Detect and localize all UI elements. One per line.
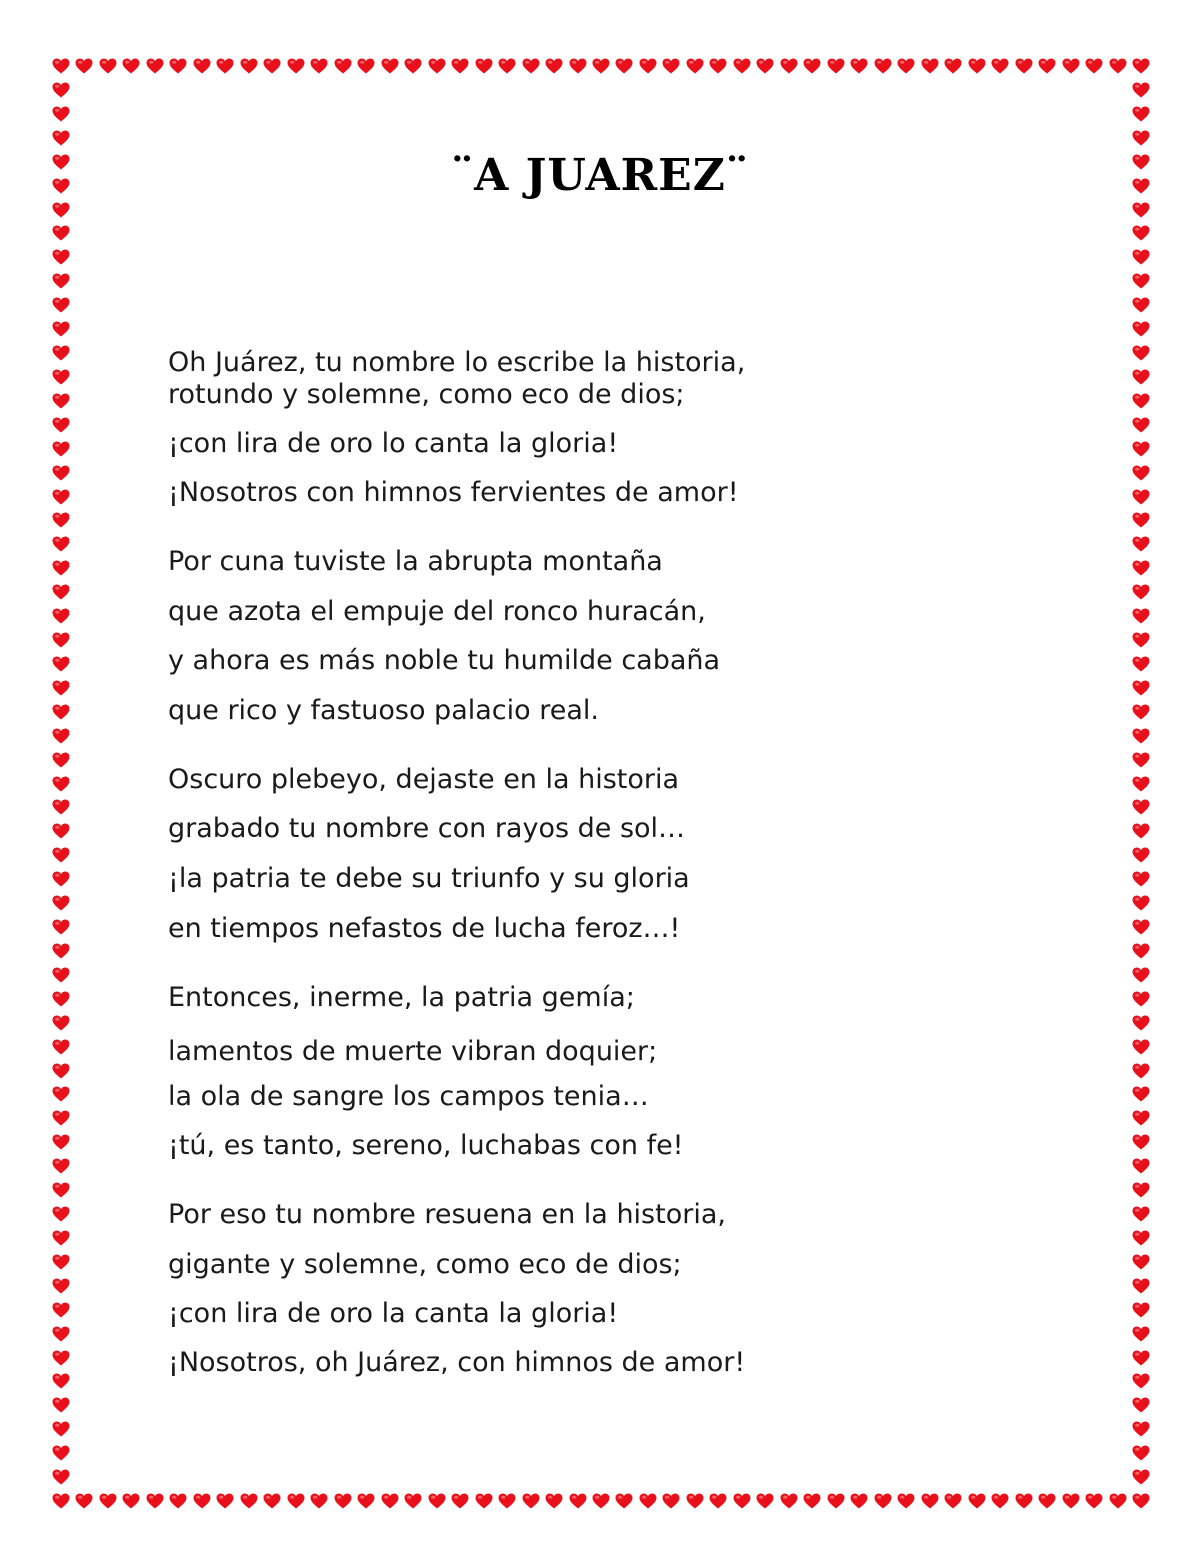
poem-line: y ahora es más noble tu humilde cabaña: [168, 645, 721, 676]
heart-icon: [263, 58, 281, 74]
heart-icon: [1132, 1086, 1150, 1102]
heart-icon: [52, 704, 70, 720]
heart-icon: [1132, 1039, 1150, 1055]
heart-icon: [944, 1493, 962, 1509]
heart-icon: [1085, 58, 1103, 74]
poem-line: que azota el empuje del ronco huracán,: [168, 596, 706, 627]
heart-icon: [428, 58, 446, 74]
heart-icon: [169, 1493, 187, 1509]
heart-icon: [52, 943, 70, 959]
heart-icon: [310, 58, 328, 74]
heart-icon: [52, 1158, 70, 1174]
heart-icon: [1015, 58, 1033, 74]
heart-icon: [52, 465, 70, 481]
heart-icon: [1132, 345, 1150, 361]
heart-icon: [75, 1493, 93, 1509]
heart-icon: [52, 1469, 70, 1485]
heart-icon: [52, 919, 70, 935]
heart-icon: [1038, 58, 1056, 74]
heart-icon: [52, 1493, 70, 1509]
heart-icon: [1132, 225, 1150, 241]
heart-icon: [1062, 58, 1080, 74]
heart-icon: [52, 1278, 70, 1294]
heart-icon: [52, 1086, 70, 1102]
heart-icon: [75, 58, 93, 74]
heart-icon: [193, 58, 211, 74]
heart-icon: [968, 58, 986, 74]
heart-icon: [1132, 297, 1150, 313]
heart-icon: [52, 895, 70, 911]
heart-icon: [686, 58, 704, 74]
heart-icon: [780, 1493, 798, 1509]
heart-icon: [52, 82, 70, 98]
heart-icon: [52, 536, 70, 552]
heart-icon: [1132, 536, 1150, 552]
heart-icon: [52, 632, 70, 648]
poem-line: gigante y solemne, como eco de dios;: [168, 1249, 682, 1280]
heart-icon: [52, 991, 70, 1007]
heart-icon: [545, 1493, 563, 1509]
heart-icon: [1132, 1134, 1150, 1150]
heart-icon: [615, 1493, 633, 1509]
heart-icon: [1132, 752, 1150, 768]
heart-icon: [944, 58, 962, 74]
poem-line: Oscuro plebeyo, dejaste en la historia: [168, 764, 680, 795]
heart-icon: [615, 58, 633, 74]
heart-icon: [1132, 656, 1150, 672]
heart-icon: [216, 1493, 234, 1509]
heart-icon: [780, 58, 798, 74]
heart-icon: [52, 656, 70, 672]
heart-icon: [1132, 489, 1150, 505]
poem-line: ¡Nosotros con himnos fervientes de amor!: [168, 477, 739, 508]
heart-icon: [639, 1493, 657, 1509]
poem-line: lamentos de muerte vibran doquier;: [168, 1036, 658, 1067]
heart-icon: [1132, 1254, 1150, 1270]
heart-icon: [1132, 1063, 1150, 1079]
poem-line: que rico y fastuoso palacio real.: [168, 695, 599, 726]
heart-icon: [310, 1493, 328, 1509]
heart-icon: [1132, 680, 1150, 696]
heart-icon: [52, 1015, 70, 1031]
heart-icon: [522, 58, 540, 74]
heart-icon: [827, 1493, 845, 1509]
heart-icon: [475, 58, 493, 74]
heart-icon: [1132, 249, 1150, 265]
heart-icon: [52, 1445, 70, 1461]
heart-icon: [545, 58, 563, 74]
heart-icon: [1085, 1493, 1103, 1509]
heart-icon: [1062, 1493, 1080, 1509]
heart-icon: [803, 58, 821, 74]
heart-icon: [1132, 1445, 1150, 1461]
heart-icon: [52, 1039, 70, 1055]
heart-icon: [52, 1302, 70, 1318]
heart-icon: [404, 58, 422, 74]
heart-icon: [99, 58, 117, 74]
heart-icon: [263, 1493, 281, 1509]
heart-icon: [1132, 847, 1150, 863]
heart-icon: [1132, 441, 1150, 457]
heart-icon: [451, 58, 469, 74]
heart-icon: [709, 58, 727, 74]
heart-icon: [169, 58, 187, 74]
heart-icon: [569, 58, 587, 74]
heart-icon: [99, 1493, 117, 1509]
poem-line: ¡Nosotros, oh Juárez, con himnos de amor!: [168, 1347, 746, 1378]
heart-icon: [1132, 1373, 1150, 1389]
heart-icon: [52, 680, 70, 696]
heart-icon: [1132, 1302, 1150, 1318]
heart-icon: [52, 847, 70, 863]
heart-icon: [52, 441, 70, 457]
poem-line: ¡tú, es tanto, sereno, luchabas con fe!: [168, 1130, 684, 1161]
heart-icon: [827, 58, 845, 74]
heart-icon: [52, 1206, 70, 1222]
heart-icon: [1132, 728, 1150, 744]
heart-icon: [216, 58, 234, 74]
heart-icon: [52, 369, 70, 385]
heart-icon: [569, 1493, 587, 1509]
heart-icon: [52, 249, 70, 265]
heart-icon: [1132, 776, 1150, 792]
heart-icon: [52, 776, 70, 792]
heart-icon: [1132, 799, 1150, 815]
heart-icon: [733, 1493, 751, 1509]
heart-icon: [52, 417, 70, 433]
heart-icon: [1132, 895, 1150, 911]
heart-icon: [1132, 560, 1150, 576]
heart-icon: [709, 1493, 727, 1509]
heart-icon: [381, 58, 399, 74]
heart-icon: [1132, 82, 1150, 98]
heart-icon: [803, 1493, 821, 1509]
heart-icon: [1132, 823, 1150, 839]
heart-icon: [1132, 871, 1150, 887]
heart-icon: [52, 560, 70, 576]
heart-icon: [1132, 465, 1150, 481]
heart-icon: [287, 58, 305, 74]
heart-icon: [1132, 130, 1150, 146]
heart-icon: [451, 1493, 469, 1509]
poem-line: la ola de sangre los campos tenia…: [168, 1081, 649, 1112]
poem-line: ¡con lira de oro lo canta la gloria!: [168, 428, 619, 459]
heart-icon: [240, 58, 258, 74]
heart-icon: [1132, 1015, 1150, 1031]
heart-icon: [52, 1134, 70, 1150]
heart-icon: [52, 1110, 70, 1126]
heart-icon: [52, 512, 70, 528]
heart-icon: [1132, 967, 1150, 983]
heart-icon: [592, 58, 610, 74]
heart-icon: [1109, 58, 1127, 74]
heart-icon: [522, 1493, 540, 1509]
heart-icon: [921, 1493, 939, 1509]
heart-icon: [193, 1493, 211, 1509]
poem-line: en tiempos nefastos de lucha feroz…!: [168, 913, 681, 944]
heart-icon: [52, 1230, 70, 1246]
heart-icon: [897, 58, 915, 74]
heart-icon: [874, 1493, 892, 1509]
heart-icon: [404, 1493, 422, 1509]
heart-icon: [850, 1493, 868, 1509]
heart-icon: [991, 58, 1009, 74]
poem-line: Por eso tu nombre resuena en la historia,: [168, 1199, 726, 1230]
heart-icon: [1132, 919, 1150, 935]
heart-icon: [52, 1350, 70, 1366]
heart-icon: [1132, 512, 1150, 528]
heart-icon: [52, 297, 70, 313]
heart-icon: [52, 489, 70, 505]
heart-icon: [639, 58, 657, 74]
heart-icon: [52, 130, 70, 146]
poem-line: ¡con lira de oro la canta la gloria!: [168, 1298, 619, 1329]
heart-icon: [1132, 704, 1150, 720]
heart-icon: [1109, 1493, 1127, 1509]
heart-icon: [1132, 1493, 1150, 1509]
heart-icon: [381, 1493, 399, 1509]
heart-icon: [1132, 943, 1150, 959]
heart-icon: [1132, 393, 1150, 409]
heart-icon: [1015, 1493, 1033, 1509]
heart-icon: [1132, 1230, 1150, 1246]
heart-icon: [1132, 321, 1150, 337]
heart-icon: [1132, 1350, 1150, 1366]
heart-icon: [592, 1493, 610, 1509]
heart-icon: [52, 752, 70, 768]
heart-icon: [52, 202, 70, 218]
heart-icon: [897, 1493, 915, 1509]
heart-icon: [662, 58, 680, 74]
heart-icon: [52, 393, 70, 409]
heart-icon: [991, 1493, 1009, 1509]
heart-icon: [1132, 58, 1150, 74]
heart-icon: [52, 1397, 70, 1413]
heart-icon: [122, 1493, 140, 1509]
heart-icon: [52, 58, 70, 74]
heart-icon: [1132, 1469, 1150, 1485]
heart-icon: [357, 1493, 375, 1509]
heart-icon: [1132, 273, 1150, 289]
heart-icon: [686, 1493, 704, 1509]
heart-icon: [52, 1182, 70, 1198]
heart-icon: [334, 1493, 352, 1509]
heart-icon: [122, 58, 140, 74]
heart-icon: [1132, 1110, 1150, 1126]
heart-icon: [1132, 1421, 1150, 1437]
heart-icon: [52, 967, 70, 983]
heart-icon: [52, 584, 70, 600]
poem-line: ¡la patria te debe su triunfo y su gloria: [168, 863, 690, 894]
heart-icon: [756, 1493, 774, 1509]
heart-icon: [334, 58, 352, 74]
heart-icon: [1132, 417, 1150, 433]
heart-icon: [1132, 991, 1150, 1007]
heart-icon: [52, 728, 70, 744]
heart-icon: [52, 321, 70, 337]
heart-icon: [1132, 632, 1150, 648]
heart-icon: [52, 273, 70, 289]
heart-icon: [428, 1493, 446, 1509]
heart-icon: [1132, 1326, 1150, 1342]
heart-icon: [1038, 1493, 1056, 1509]
heart-icon: [52, 345, 70, 361]
heart-icon: [52, 1421, 70, 1437]
heart-icon: [733, 58, 751, 74]
heart-icon: [146, 58, 164, 74]
poem-line: grabado tu nombre con rayos de sol…: [168, 813, 686, 844]
heart-icon: [1132, 202, 1150, 218]
heart-icon: [146, 1493, 164, 1509]
heart-icon: [52, 799, 70, 815]
heart-icon: [357, 58, 375, 74]
heart-icon: [968, 1493, 986, 1509]
heart-icon: [1132, 1206, 1150, 1222]
heart-icon: [52, 225, 70, 241]
heart-icon: [1132, 608, 1150, 624]
heart-icon: [52, 608, 70, 624]
heart-icon: [756, 58, 774, 74]
heart-icon: [52, 823, 70, 839]
heart-icon: [1132, 1278, 1150, 1294]
heart-icon: [1132, 1182, 1150, 1198]
poem-line: rotundo y solemne, como eco de dios;: [168, 379, 685, 410]
heart-icon: [1132, 584, 1150, 600]
heart-icon: [498, 1493, 516, 1509]
heart-icon: [662, 1493, 680, 1509]
poem-line: Oh Juárez, tu nombre lo escribe la historia,: [168, 347, 746, 378]
heart-icon: [498, 58, 516, 74]
heart-icon: [1132, 1158, 1150, 1174]
heart-icon: [475, 1493, 493, 1509]
heart-icon: [1132, 106, 1150, 122]
heart-icon: [52, 1373, 70, 1389]
heart-icon: [850, 58, 868, 74]
poem-title: ¨A JUAREZ¨: [451, 150, 749, 201]
heart-icon: [1132, 369, 1150, 385]
heart-icon: [921, 58, 939, 74]
poem-line: Entonces, inerme, la patria gemía;: [168, 982, 635, 1013]
heart-icon: [287, 1493, 305, 1509]
heart-icon: [52, 106, 70, 122]
heart-icon: [1132, 1397, 1150, 1413]
heart-icon: [52, 1063, 70, 1079]
heart-icon: [874, 58, 892, 74]
heart-icon: [52, 1326, 70, 1342]
heart-icon: [52, 871, 70, 887]
heart-icon: [240, 1493, 258, 1509]
poem-line: Por cuna tuviste la abrupta montaña: [168, 546, 663, 577]
heart-icon: [52, 1254, 70, 1270]
